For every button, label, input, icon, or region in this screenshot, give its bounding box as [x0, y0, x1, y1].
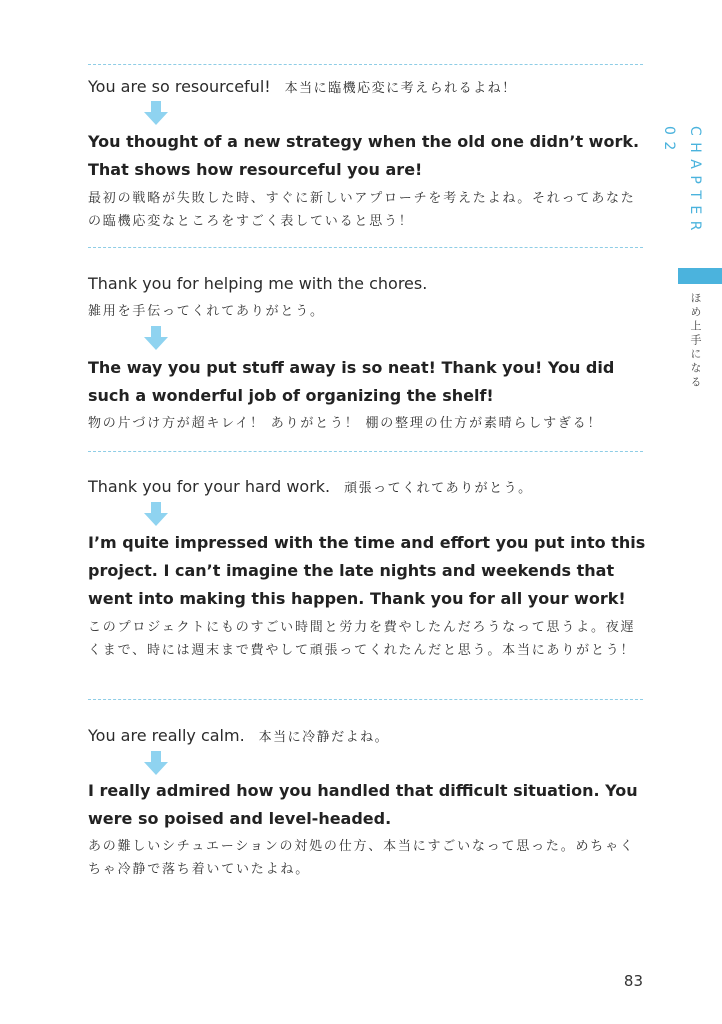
arrow-down-icon: [144, 326, 168, 350]
plain-phrase-jp: 頑張ってくれてありがとう。: [344, 481, 533, 496]
section-divider: [88, 247, 643, 248]
section-divider: [88, 451, 643, 452]
plain-phrase-jp: 本当に臨機応変に考えられるよね！: [284, 81, 517, 96]
chapter-tab-bar: [678, 268, 722, 284]
better-phrase-en: I’m quite impressed with the time and effort you put into this project. I can’t imagine the late nights and weekends that went into making this happen. Thank you for all your work!: [88, 533, 646, 608]
plain-phrase-en: You are really calm.: [88, 726, 245, 745]
section-divider: [88, 64, 643, 65]
plain-phrase-en: Thank you for your hard work.: [88, 477, 331, 496]
better-phrase-jp: このプロジェクトにものすごい時間と労力を費やしたんだろうなって思うよ。夜遅くまで、時には週末まで費やして頑張ってくれたんだと思う。本当にありがとう！: [88, 620, 636, 658]
chapter-subtitle: ほめ上手になる: [689, 292, 702, 390]
chapter-label: CHAPTER 02: [661, 126, 703, 237]
better-phrase-jp: 最初の戦略が失敗した時、すぐに新しいアプローチを考えたよね。それってあなたの臨機応変なところをすごく表していると思う！: [88, 191, 636, 229]
arrow-down-icon: [144, 502, 168, 526]
better-phrase-jp: 物の片づけ方が超キレイ！ ありがとう！ 棚の整理の仕方が素晴らしすぎる！: [88, 416, 603, 431]
arrow-down-icon: [144, 751, 168, 775]
better-phrase-en: I really admired how you handled that difficult situation. You were so poised and level-headed.: [88, 781, 638, 828]
plain-phrase: [88, 477, 533, 496]
plain-phrase-jp: 本当に冷静だよね。: [258, 730, 390, 745]
plain-phrase-jp: 雑用を手伝ってくれてありがとう。: [88, 304, 325, 319]
better-phrase-en: You thought of a new strategy when the old one didn’t work. That shows how resourceful you are!: [88, 132, 640, 179]
plain-phrase: [88, 77, 517, 96]
plain-phrase-en: You are so resourceful!: [88, 77, 271, 96]
plain-phrase-en: Thank you for helping me with the chores.: [88, 274, 428, 293]
better-phrase-jp: あの難しいシチュエーションの対処の仕方、本当にすごいなって思った。めちゃくちゃ冷静で落ち着いていたよね。: [88, 839, 635, 877]
plain-phrase: [88, 726, 389, 745]
page-number: 83: [623, 972, 643, 990]
arrow-down-icon: [144, 101, 168, 125]
better-phrase-en: The way you put stuff away is so neat! Thank you! You did such a wonderful job of organizing the shelf!: [88, 358, 615, 405]
section-divider: [88, 699, 643, 700]
